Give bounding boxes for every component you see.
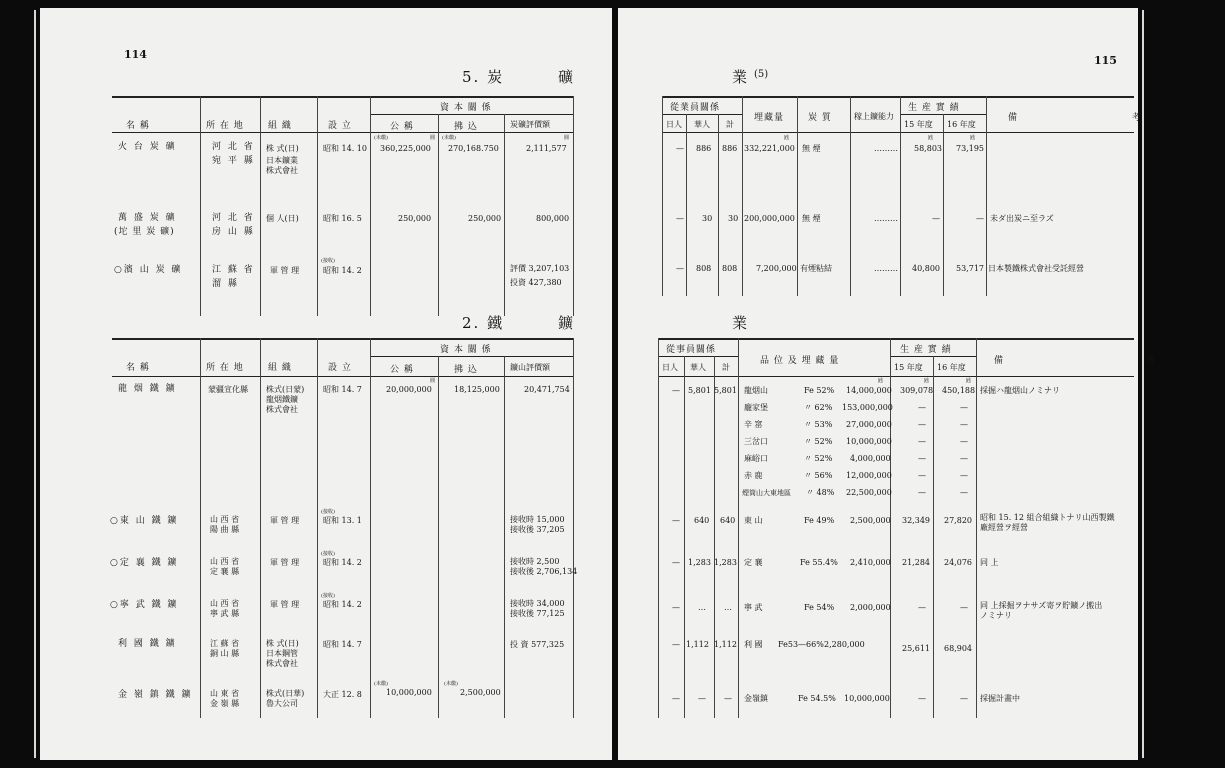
iron-grade: Fe 54% (804, 603, 835, 612)
coal-y16: 53,717 (956, 264, 984, 273)
grade-y16: — (960, 437, 968, 446)
iron-y15: 32,349 (902, 516, 930, 525)
unit-ton: 瓲 (924, 378, 930, 384)
coal-col-y15: 15 年度 (904, 120, 933, 129)
grade-y15: — (918, 488, 926, 497)
iron-y16: — (960, 694, 968, 703)
iron-qty: 2,500,000 (850, 516, 891, 525)
iron-loc: 陽 曲 縣 (210, 525, 240, 534)
iron-auth: 10,000,000 (386, 688, 432, 697)
iron-remark: 昭和 15. 12 組合組織トナリ山西製鐵 (980, 513, 1115, 522)
coal-col-name: 名 稱 (126, 121, 150, 131)
page-number-right: 115 (1094, 54, 1117, 67)
grade-y16: — (960, 420, 968, 429)
grade-qty: 14,000,000 (846, 386, 892, 395)
iron-col-name: 名 稱 (126, 363, 150, 373)
coal-loc: 河 北 省 (212, 142, 255, 152)
coal-col-cn: 華人 (694, 120, 710, 129)
coal-est: 昭和 16. 5 (323, 214, 362, 223)
coal-org: 個 人(日) (266, 214, 299, 223)
iron-loc: 金 嶺 縣 (210, 699, 240, 708)
unit-note: (未繳) (374, 135, 388, 141)
coal-cn: 886 (696, 144, 712, 153)
unit-note: (未繳) (444, 681, 458, 687)
iron-y16: 27,820 (944, 516, 972, 525)
left-page (40, 8, 612, 760)
iron-paid: 2,500,000 (460, 688, 501, 697)
coal-col-paid: 拂 込 (454, 122, 478, 132)
coal-col-capacity: 稼上鑛能力 (854, 112, 894, 121)
unit-note: (未繳) (374, 681, 388, 687)
iron-name: 龍 烟 鐵 鑛 (118, 384, 177, 394)
grade-y16: — (960, 403, 968, 412)
unit-ton: 瓲 (784, 135, 790, 141)
grade-qty: 22,500,000 (846, 488, 892, 497)
iron-cn: … (698, 603, 706, 612)
page-number-left: 114 (124, 48, 147, 61)
unit-yuan: 圓 (564, 135, 570, 141)
iron-loc: 蒙疆宣化縣 (208, 385, 248, 394)
iron-loc: 江 蘇 省 (210, 639, 240, 648)
iron-org: 龍烟鐵鑛 (266, 395, 298, 404)
iron-mine: 金嶺鎮 (744, 694, 768, 703)
iron-remark: 同 上採掘ヲナサズ寄ヲ貯鑛ノ搬出 (980, 601, 1103, 610)
coal-org: 日本鑛業 (266, 156, 298, 165)
iron-jp: — (672, 386, 680, 395)
coal-jp: — (676, 144, 684, 153)
iron-loc: 山 西 省 (210, 557, 240, 566)
iron-remark-2: ノミナリ (980, 611, 1012, 620)
iron-name: ○東 山 鐵 鑛 (110, 516, 179, 526)
unit-note: (未繳) (442, 135, 456, 141)
iron-remark: 同 上 (980, 558, 999, 567)
coal-val: 800,000 (536, 214, 570, 223)
coal-total: 808 (722, 264, 738, 273)
coal-cn: 808 (696, 264, 712, 273)
iron-col-production: 生 産 實 績 (900, 345, 952, 355)
grade-y15: — (918, 454, 926, 463)
iron-jp: — (672, 694, 680, 703)
grade-mine: 龍烟山 (744, 386, 768, 395)
grade-y15: — (918, 437, 926, 446)
coal-est: 昭和 14. 10 (323, 144, 367, 153)
grade-y15: — (918, 403, 926, 412)
iron-org: 軍 管 理 (270, 558, 300, 567)
coal-col-quality: 炭 質 (808, 113, 832, 123)
grade-fe: 〃 56% (804, 471, 833, 480)
coal-loc: 房 山 縣 (212, 227, 255, 237)
iron-est: 昭和 14. 2 (323, 600, 362, 609)
iron-org: 魯大公司 (266, 699, 298, 708)
iron-total: 1,112 (714, 640, 737, 649)
unit-ton: 瓲 (928, 135, 934, 141)
iron-grade: Fe 49% (804, 516, 835, 525)
iron-org: 株 式(日) (266, 639, 299, 648)
coal-col-capital: 資 本 關 係 (440, 103, 492, 113)
grade-qty: 12,000,000 (846, 471, 892, 480)
grade-qty: 10,000,000 (846, 437, 892, 446)
coal-jp: — (676, 264, 684, 273)
iron-col-est: 設 立 (328, 363, 352, 373)
iron-loc: 山 西 省 (210, 599, 240, 608)
coal-col-remarks: 備 考 (1008, 113, 1197, 123)
iron-qty: 2,410,000 (850, 558, 891, 567)
iron-total: … (724, 603, 732, 612)
iron-name: ○寧 武 鐵 鑛 (110, 600, 179, 610)
grade-y15: — (918, 420, 926, 429)
coal-jp: — (676, 214, 684, 223)
coal-capacity: ……… (874, 214, 898, 223)
iron-section-title-cont: 鑛 (558, 314, 576, 332)
iron-val: 接收後 37,205 (510, 525, 565, 534)
iron-cn: — (698, 694, 706, 703)
coal-quality: 無 煙 (802, 144, 821, 153)
iron-col-capital: 資 本 關 係 (440, 345, 492, 355)
iron-col-authorized: 公 稱 (390, 365, 414, 375)
grade-mine: 赤 鹿 (744, 471, 763, 480)
iron-col-remarks: 備 考 (994, 356, 1225, 366)
coal-name: 萬 盛 炭 礦 (118, 213, 177, 223)
coal-capacity: ……… (874, 264, 898, 273)
unit-note: (接收) (321, 258, 335, 264)
coal-est: 昭和 14. 2 (323, 266, 362, 275)
iron-col-y16: 16 年度 (937, 363, 966, 372)
coal-section-title: 5. 炭 (462, 68, 505, 86)
iron-mine: 利 國 (744, 640, 763, 649)
coal-loc: 溜 縣 (212, 279, 239, 289)
coal-quality: 有煙粘結 (800, 264, 832, 273)
unit-ton: 瓲 (966, 378, 972, 384)
iron-col-org: 組 織 (268, 363, 292, 373)
right-page (618, 8, 1225, 760)
iron-val: 接收時 15,000 (510, 515, 565, 524)
iron-y15: — (918, 694, 926, 703)
iron-cn: 1,112 (686, 640, 709, 649)
iron-y15: — (918, 603, 926, 612)
coal-remark: 未ダ出炭ニ至ラズ (990, 214, 1054, 223)
iron-total: 5,801 (714, 386, 737, 395)
iron-val: 接收時 2,500 (510, 557, 560, 566)
iron-name: ○定 襄 鐵 鑛 (110, 558, 179, 568)
unit-yuan: 圓 (430, 135, 436, 141)
coal-loc: 河 北 省 (212, 213, 255, 223)
grade-fe: 〃 62% (804, 403, 833, 412)
iron-est: 昭和 14. 2 (323, 558, 362, 567)
iron-cn: 1,283 (688, 558, 711, 567)
coal-name: ○濱 山 炭 礦 (114, 265, 183, 275)
grade-y16: — (960, 488, 968, 497)
iron-paid: 18,125,000 (454, 385, 500, 394)
coal-section-title-cont: 礦 (558, 68, 576, 86)
coal-reserve: 7,200,000 (756, 264, 797, 273)
iron-col-cn: 華人 (690, 363, 706, 372)
iron-col-total: 計 (722, 363, 730, 372)
iron-val: 20,471,754 (524, 385, 570, 394)
grade-qty: 27,000,000 (846, 420, 892, 429)
coal-val: 2,111,577 (526, 144, 567, 153)
coal-capacity: ……… (874, 144, 898, 153)
iron-loc: 銅 山 縣 (210, 649, 240, 658)
iron-org: 軍 管 理 (270, 600, 300, 609)
grade-mine: 麻峪口 (744, 454, 768, 463)
iron-loc: 寧 武 縣 (210, 609, 240, 618)
coal-section-title-end: 業 (732, 68, 750, 86)
iron-cn: 5,801 (688, 386, 711, 395)
iron-org: 軍 管 理 (270, 516, 300, 525)
iron-col-paid: 拂 込 (454, 365, 478, 375)
iron-grade: Fe 54.5% (798, 694, 836, 703)
coal-name-alt: (坨 里 炭 礦) (114, 227, 175, 237)
coal-quality: 無 煙 (802, 214, 821, 223)
coal-y15: 58,803 (914, 144, 942, 153)
iron-auth: 20,000,000 (386, 385, 432, 394)
grade-fe: 〃 52% (804, 437, 833, 446)
coal-col-production: 生 産 實 績 (908, 103, 960, 113)
iron-y15: 25,611 (902, 644, 930, 653)
iron-jp: — (672, 516, 680, 525)
iron-est: 昭和 14. 7 (323, 385, 362, 394)
coal-col-total: 計 (726, 120, 734, 129)
coal-section-suffix: (5) (754, 69, 769, 80)
iron-total: 1,283 (714, 558, 737, 567)
grade-qty: 153,000,000 (842, 403, 893, 412)
grade-mine: 煙筒山大東地區 (742, 489, 791, 497)
grade-fe: Fe 52% (804, 386, 835, 395)
iron-remark: 採掘計畫中 (980, 694, 1020, 703)
grade-y16: — (960, 454, 968, 463)
grade-mine: 辛 窰 (744, 420, 763, 429)
coal-auth: 250,000 (398, 214, 432, 223)
iron-est: 昭和 14. 7 (323, 640, 362, 649)
iron-est: 昭和 13. 1 (323, 516, 362, 525)
iron-val: 接收時 34,000 (510, 599, 565, 608)
coal-val: 投資 427,380 (510, 278, 562, 287)
coal-col-org: 組 織 (268, 121, 292, 131)
coal-remark: 日本製鐵株式會社受託經營 (988, 264, 1084, 273)
coal-auth: 360,225,000 (380, 144, 431, 153)
grade-qty: 4,000,000 (850, 454, 891, 463)
coal-reserve: 332,221,000 (744, 144, 795, 153)
grade-y16: 450,188 (942, 386, 976, 395)
iron-name: 金 嶺 鎮 鐵 鑛 (118, 690, 193, 700)
iron-mine: 寧 武 (744, 603, 763, 612)
unit-yuan: 圓 (430, 378, 436, 384)
grade-mine: 龐家堡 (744, 403, 768, 412)
iron-total: 640 (720, 516, 736, 525)
coal-loc: 宛 平 縣 (212, 156, 255, 166)
iron-qty: 10,000,000 (844, 694, 890, 703)
iron-val: 接收後 2,706,134 (510, 567, 578, 576)
iron-y16: 24,076 (944, 558, 972, 567)
iron-section-title: 2. 鐵 (462, 314, 505, 332)
iron-jp: — (672, 603, 680, 612)
grade-y15: 309,078 (900, 386, 934, 395)
iron-val: 投 資 577,325 (510, 640, 565, 649)
coal-loc: 江 蘇 省 (212, 265, 255, 275)
iron-remark-2: 廠經營ヲ經營 (980, 523, 1028, 532)
iron-total: — (724, 694, 732, 703)
iron-grade: Fe 55.4% (800, 558, 838, 567)
coal-y16: 73,195 (956, 144, 984, 153)
grade-mine: 三岔口 (744, 437, 768, 446)
iron-y15: 21,284 (902, 558, 930, 567)
coal-col-jp: 日人 (666, 120, 682, 129)
coal-col-authorized: 公 稱 (390, 122, 414, 132)
iron-jp: — (672, 558, 680, 567)
coal-paid: 250,000 (468, 214, 502, 223)
iron-section-title-end: 業 (732, 314, 750, 332)
iron-loc: 山 東 省 (210, 689, 240, 698)
unit-note: (接收) (321, 551, 335, 557)
coal-org: 株 式(日) (266, 144, 299, 153)
iron-col-jp: 日人 (662, 363, 678, 372)
coal-reserve: 200,000,000 (744, 214, 795, 223)
grade-fe: 〃 48% (806, 488, 835, 497)
iron-org: 日本鋼管 (266, 649, 298, 658)
iron-remark: 採掘ハ龍烟山ノミナリ (980, 386, 1060, 395)
coal-val: 評價 3,207,103 (510, 264, 570, 273)
iron-org: 株式會社 (266, 659, 298, 668)
iron-qty: 2,000,000 (850, 603, 891, 612)
iron-loc: 定 襄 縣 (210, 567, 240, 576)
grade-y16: — (960, 471, 968, 480)
iron-y16: 68,904 (944, 644, 972, 653)
iron-org: 株式會社 (266, 405, 298, 414)
iron-org: 株式(日蒙) (266, 385, 305, 394)
unit-ton: 瓲 (970, 135, 976, 141)
grade-fe: 〃 52% (804, 454, 833, 463)
iron-loc: 山 西 省 (210, 515, 240, 524)
iron-col-grade: 品 位 及 埋 藏 量 (760, 356, 840, 366)
iron-mine: 東 山 (744, 516, 763, 525)
iron-name: 利 國 鐵 鑛 (118, 639, 177, 649)
coal-y16: — (976, 214, 984, 223)
grade-y15: — (918, 471, 926, 480)
coal-col-workers: 從業員關係 (670, 103, 721, 113)
coal-col-valuation: 炭礦評價額 (510, 120, 550, 129)
coal-cn: 30 (702, 214, 713, 223)
coal-total: 886 (722, 144, 738, 153)
unit-note: (接收) (321, 593, 335, 599)
iron-qty: 2,280,000 (824, 640, 865, 649)
coal-org: 株式會社 (266, 166, 298, 175)
coal-org: 軍 管 理 (270, 266, 300, 275)
coal-col-y16: 16 年度 (947, 120, 976, 129)
coal-y15: — (932, 214, 940, 223)
iron-org: 株式(日華) (266, 689, 305, 698)
unit-note: (接收) (321, 509, 335, 515)
iron-col-location: 所 在 地 (206, 363, 244, 373)
iron-col-valuation: 鑛山評價額 (510, 363, 550, 372)
coal-col-location: 所 在 地 (206, 121, 244, 131)
coal-col-reserves: 埋藏量 (754, 113, 785, 123)
coal-name: 火 台 炭 礦 (118, 142, 177, 152)
iron-val: 接收後 77,125 (510, 609, 565, 618)
iron-cn: 640 (694, 516, 710, 525)
grade-fe: 〃 53% (804, 420, 833, 429)
coal-paid: 270,168.750 (448, 144, 499, 153)
iron-est: 大正 12. 8 (323, 690, 362, 699)
iron-jp: — (672, 640, 680, 649)
coal-total: 30 (728, 214, 739, 223)
coal-col-est: 設 立 (328, 121, 352, 131)
iron-col-workers: 從事員關係 (666, 345, 717, 355)
iron-grade: Fe53—66% (778, 640, 824, 649)
iron-mine: 定 襄 (744, 558, 763, 567)
iron-col-y15: 15 年度 (894, 363, 923, 372)
coal-y15: 40,800 (912, 264, 940, 273)
iron-y16: — (960, 603, 968, 612)
unit-ton: 瓲 (878, 378, 884, 384)
